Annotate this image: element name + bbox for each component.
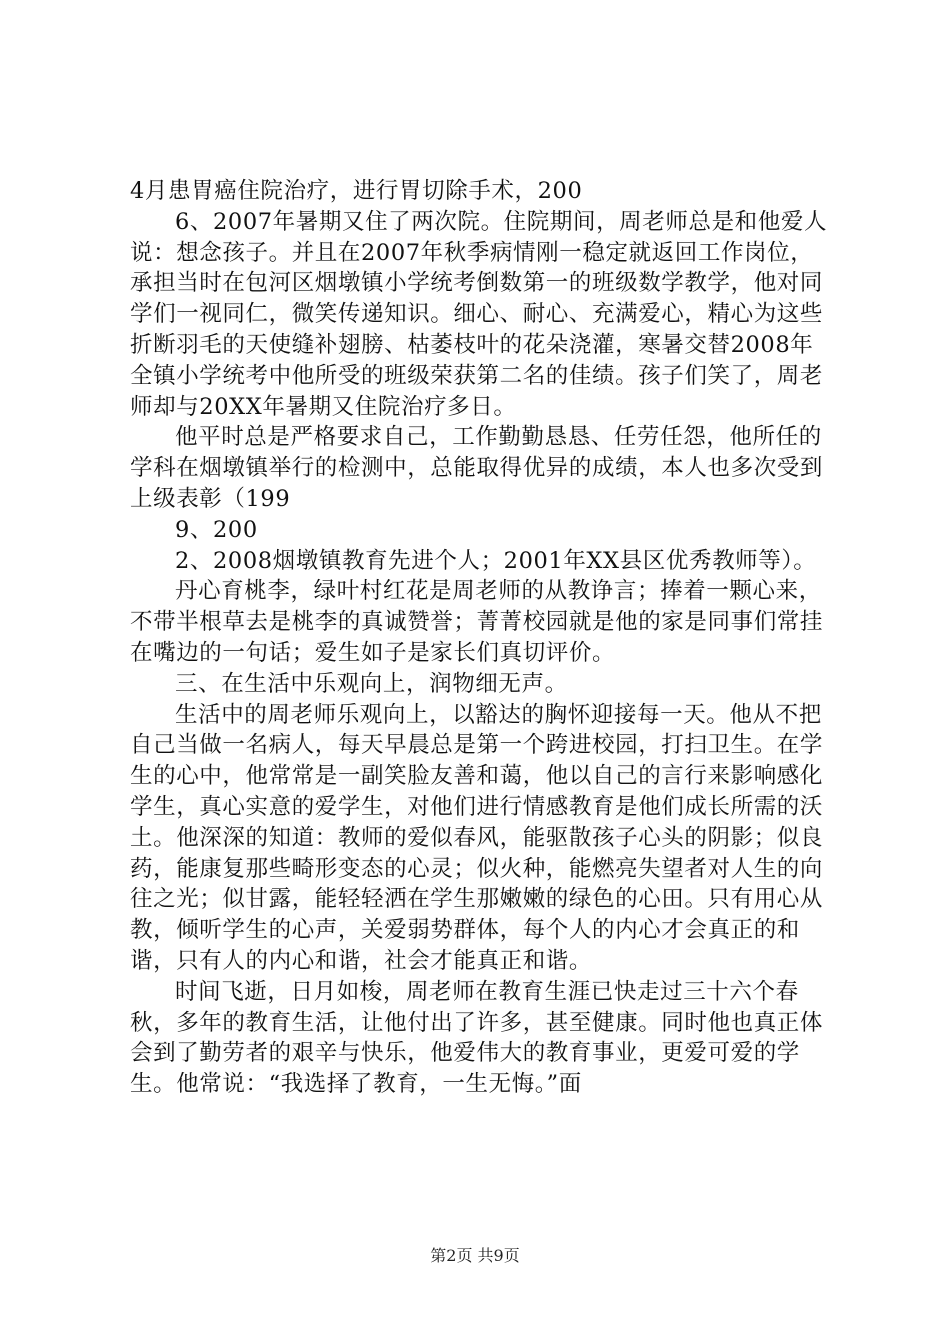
paragraph: 6、2007年暑期又住了两次院。住院期间，周老师总是和他爱人说：想念孩子。并且在2007年秋季病情刚一稳定就返回工作岗位，承担当时在包河区烟墩镇小学统考倒数第一的班级数学教学，他对同学们一视同仁，微笑传递知识。细心、耐心、充满爱心，精心为这些折断羽毛的天使缝补翅膀、枯萎枝叶的花朵浇灌，寒暑交替2008年全镇小学统考中他所受的班级荣获第二名的佳绩。孩子们笑了，周老师却与20XX年暑期又住院治疗多日。 xyxy=(130,208,828,420)
paragraph: 生活中的周老师乐观向上，以豁达的胸怀迎接每一天。他从不把自己当做一名病人，每天早晨总是第一个跨进校园，打扫卫生。在学生的心中，他常常是一副笑脸友善和蔼，他以自己的言行来影响感化学生，真心实意的爱学生，对他们进行情感教育是他们成长所需的沃土。他深深的知道：教师的爱似春风，能驱散孩子心头的阴影；似良药，能康复那些畸形变态的心灵；似火种，能燃亮失望者对人生的向往之光；似甘露，能轻轻洒在学生那嫩嫩的绿色的心田。只有用心从教，倾听学生的心声，关爱弱势群体，每个人的内心才会真正的和谐，只有人的内心和谐，社会才能真正和谐。 xyxy=(130,701,824,974)
paragraph-line: 4月患胃癌住院治疗，进行胃切除手术，200 xyxy=(130,178,583,204)
page-number-footer: 第2页 共9页 xyxy=(430,1246,520,1265)
paragraph: 他平时总是严格要求自己，工作勤勤恳恳、任劳任怨，他所任的学科在烟墩镇举行的检测中，总能取得优异的成绩，本人也多次受到上级表彰（199 xyxy=(130,424,824,512)
paragraph: 9、200 xyxy=(175,516,258,543)
paragraph: 时间飞逝，日月如梭，周老师在教育生涯已快走过三十六个春秋，多年的教育生活，让他付出了许多，甚至健康。同时他也真正体会到了勤劳者的艰辛与快乐，他爱伟大的教育事业，更爱可爱的学生。他常说：“我选择了教育，一生无悔。”面 xyxy=(130,978,824,1098)
paragraph: 2、2008烟墩镇教育先进个人；2001年XX县区优秀教师等）。 xyxy=(175,547,817,574)
paragraph: 丹心育桃李，绿叶村红花是周老师的从教诤言；捧着一颗心来，不带半根草去是桃李的真诚赞誉；菁菁校园就是他的家是同事们常挂在嘴边的一句话；爱生如子是家长们真切评价。 xyxy=(130,578,824,666)
document-body xyxy=(130,176,830,1100)
section-heading: 三、在生活中乐观向上，润物细无声。 xyxy=(175,670,568,697)
